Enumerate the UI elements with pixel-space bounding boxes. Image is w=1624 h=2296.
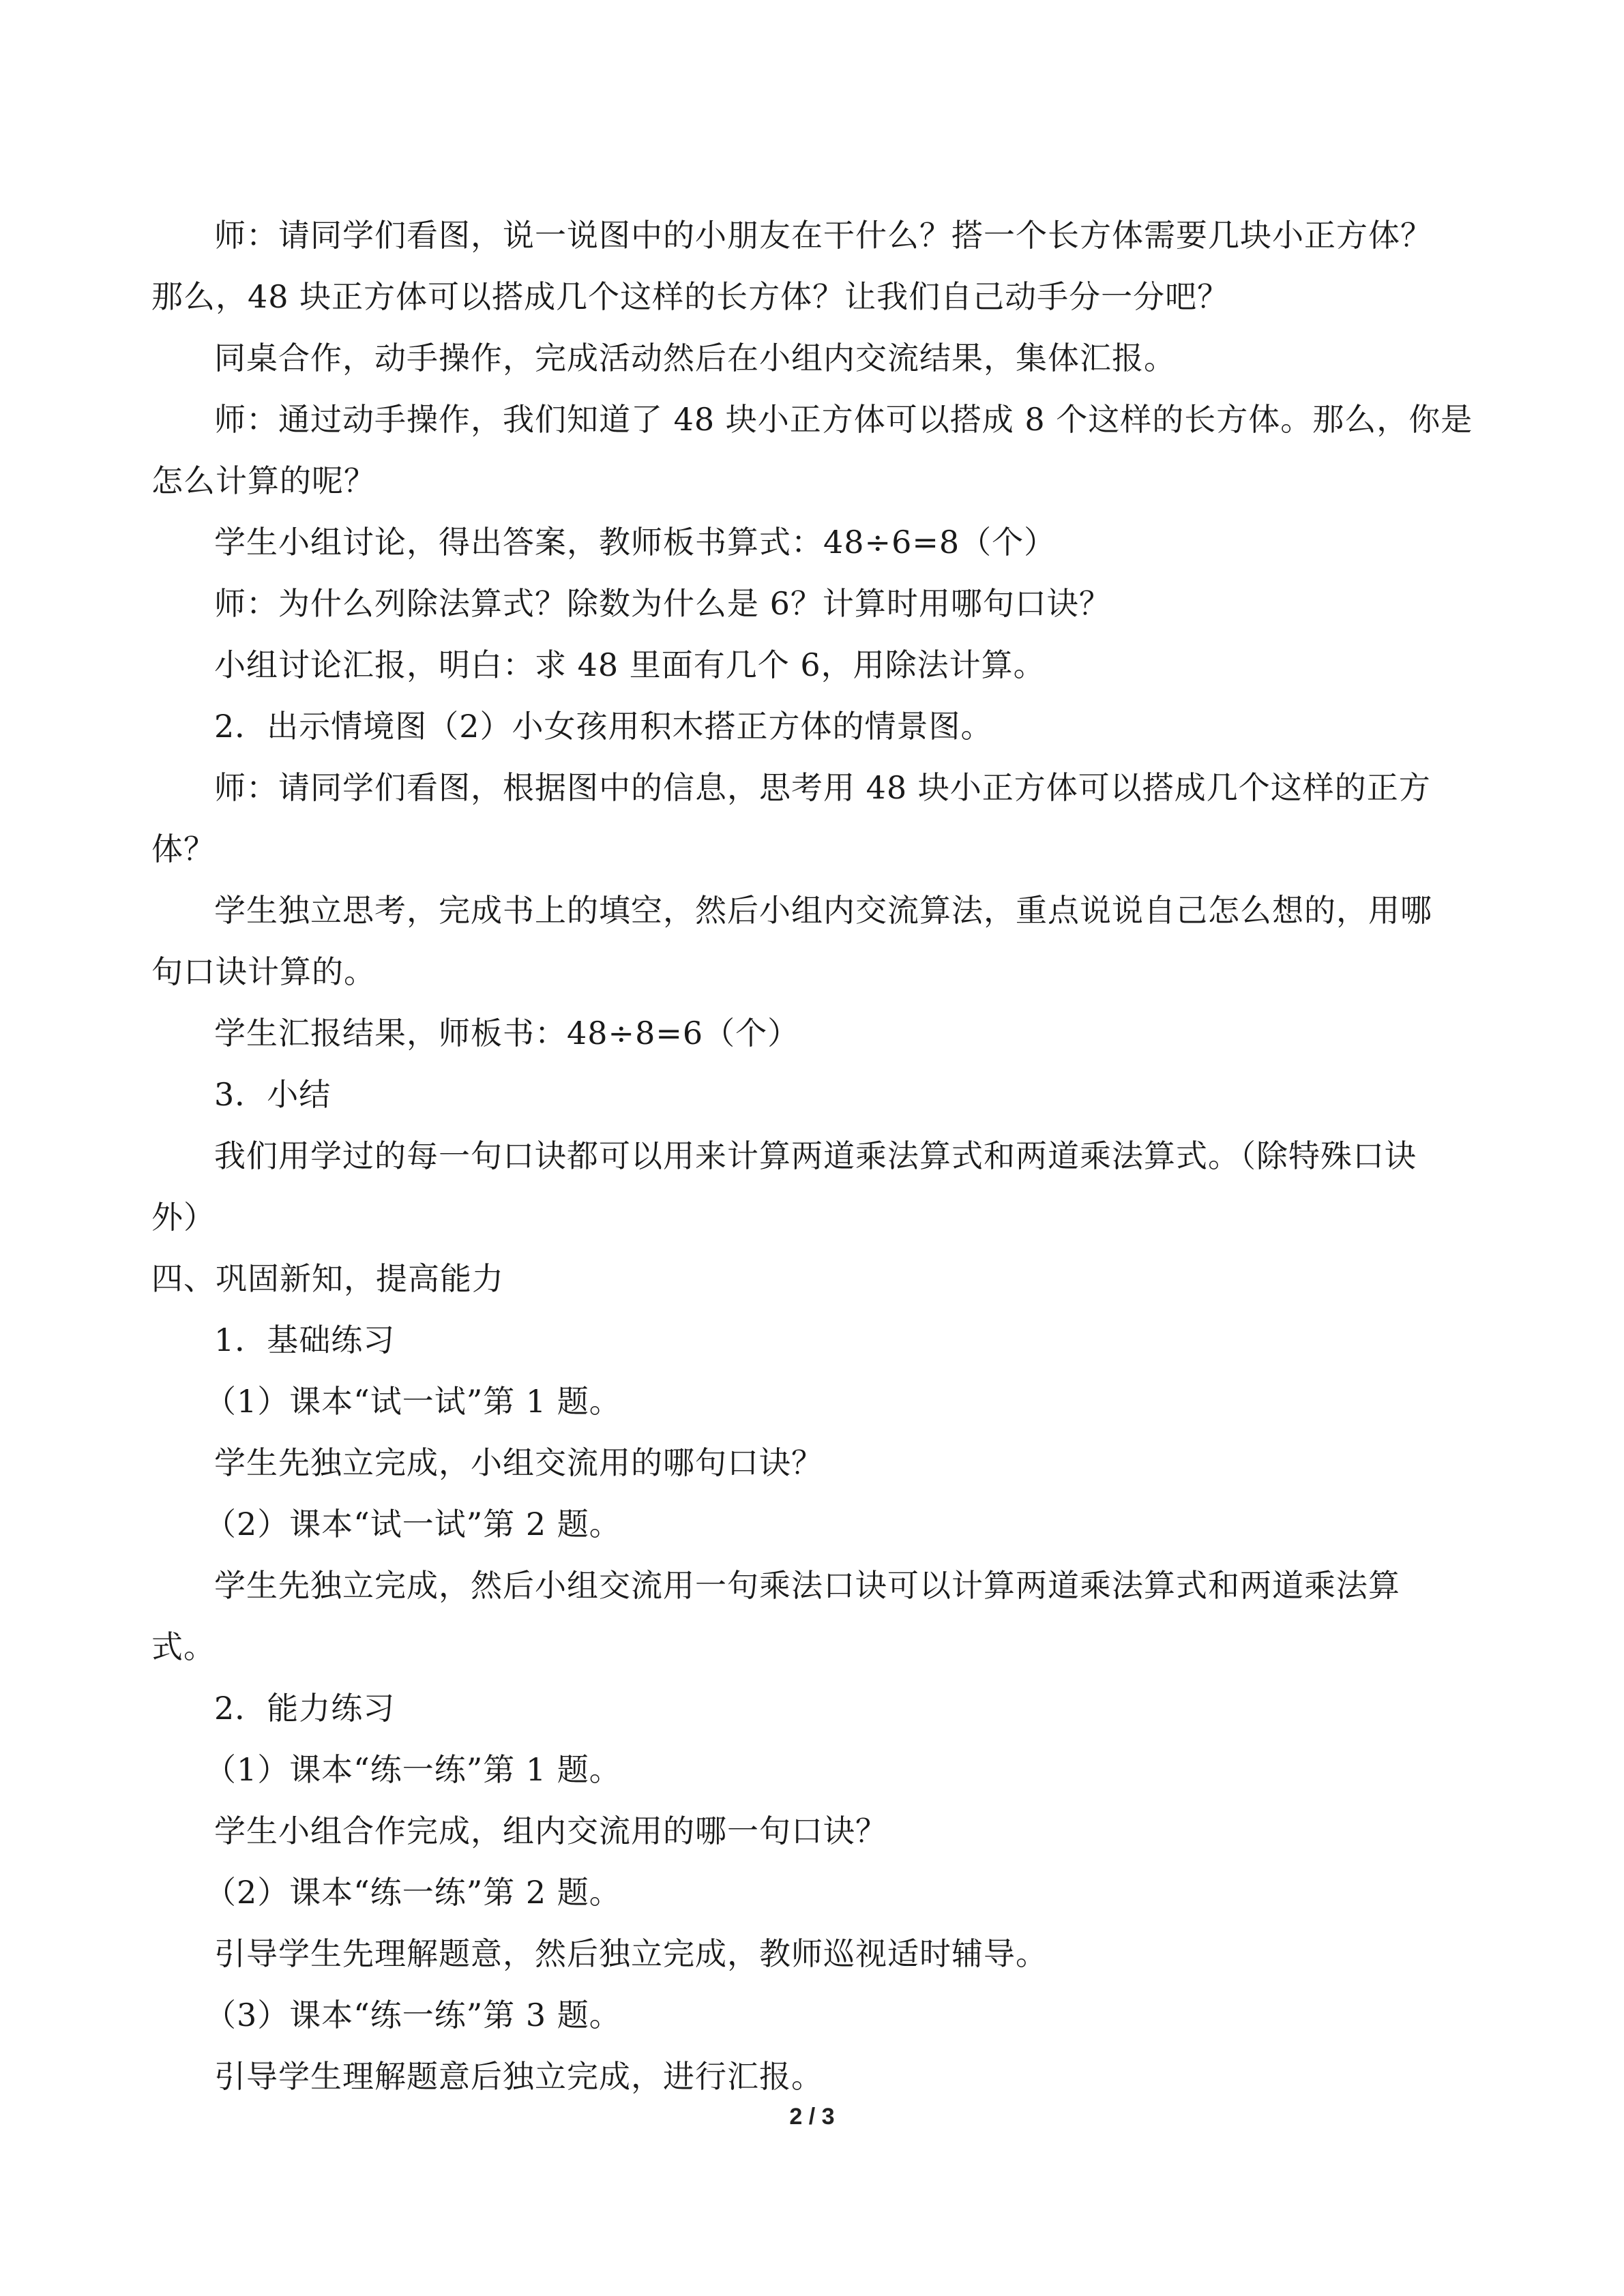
exercise-item: （1）课本“练一练”第 1 题。 <box>205 1751 621 1788</box>
paragraph-line: 我们用学过的每一句口诀都可以用来计算两道乘法算式和两道乘法算式。（除特殊口诀 <box>214 1137 1417 1174</box>
paragraph-line: 师：请同学们看图，根据图中的信息，思考用 48 块小正方体可以搭成几个这样的正方 <box>214 769 1431 806</box>
section-subheading: 3．小结 <box>214 1076 331 1113</box>
document-body <box>151 205 1488 2107</box>
paragraph-line: 句口诀计算的。 <box>151 953 376 990</box>
paragraph-line: 2．出示情境图（2）小女孩用积木搭正方体的情景图。 <box>214 708 993 745</box>
exercise-item: （2）课本“练一练”第 2 题。 <box>205 1874 621 1911</box>
exercise-item: （1）课本“试一试”第 1 题。 <box>205 1383 621 1420</box>
paragraph-line: 引导学生理解题意后独立完成，进行汇报。 <box>214 2058 823 2095</box>
paragraph-line: 小组讨论汇报，明白：求 48 里面有几个 6，用除法计算。 <box>214 646 1046 683</box>
paragraph-line: 外） <box>151 1199 216 1236</box>
paragraph-line: 学生独立思考，完成书上的填空，然后小组内交流算法，重点说说自己怎么想的，用哪 <box>214 892 1432 929</box>
paragraph-line: 式。 <box>151 1628 216 1665</box>
paragraph-line: 学生先独立完成，然后小组交流用一句乘法口诀可以计算两道乘法算式和两道乘法算 <box>214 1567 1400 1604</box>
section-heading: 四、巩固新知，提高能力 <box>151 1260 504 1297</box>
paragraph-line: 师：为什么列除法算式？除数为什么是 6？计算时用哪句口诀？ <box>214 585 1111 622</box>
paragraph-line: 师：通过动手操作，我们知道了 48 块小正方体可以搭成 8 个这样的长方体。那么，你是 <box>214 401 1473 438</box>
paragraph-line: 学生汇报结果，师板书：48÷8=6（个） <box>214 1015 800 1052</box>
paragraph-line: 学生小组合作完成，组内交流用的哪一句口诀？ <box>214 1813 887 1849</box>
paragraph-line: 同桌合作，动手操作，完成活动然后在小组内交流结果，集体汇报。 <box>214 340 1176 376</box>
page-number: 2 / 3 <box>789 2104 835 2130</box>
paragraph-line: 学生小组讨论，得出答案，教师板书算式：48÷6=8（个） <box>214 524 1057 561</box>
paragraph-line: 怎么计算的呢？ <box>151 462 376 499</box>
exercise-item: （2）课本“试一试”第 2 题。 <box>205 1506 621 1542</box>
paragraph-line: 学生先独立完成，小组交流用的哪句口诀？ <box>214 1444 823 1481</box>
paragraph-line: 那么，48 块正方体可以搭成几个这样的长方体？让我们自己动手分一分吧？ <box>151 278 1230 315</box>
exercise-item: （3）课本“练一练”第 3 题。 <box>205 1997 621 2033</box>
paragraph-line: 师：请同学们看图，说一说图中的小朋友在干什么？搭一个长方体需要几块小正方体？ <box>214 217 1432 254</box>
section-subheading: 1．基础练习 <box>214 1322 396 1358</box>
section-subheading: 2．能力练习 <box>214 1690 396 1727</box>
paragraph-line: 引导学生先理解题意，然后独立完成，教师巡视适时辅导。 <box>214 1935 1048 1972</box>
paragraph-line: 体？ <box>151 831 216 867</box>
